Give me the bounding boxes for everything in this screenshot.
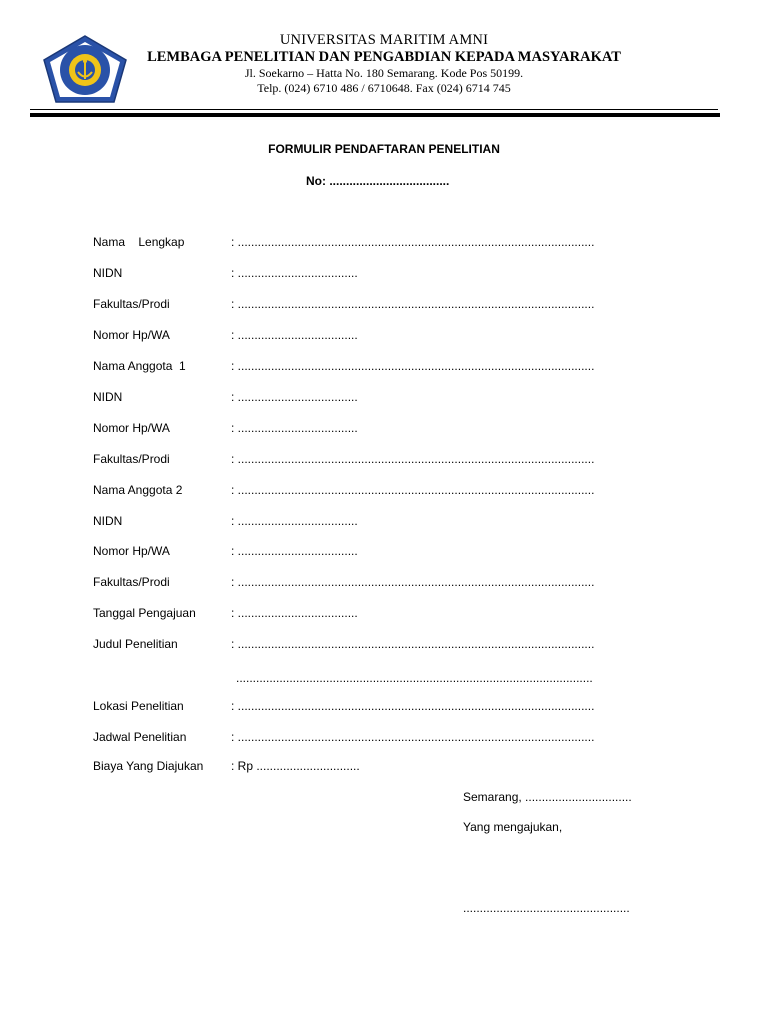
field-value[interactable]: : ...........................................................................................................: [231, 297, 595, 311]
field-label: Biaya Yang Diajukan: [93, 759, 204, 773]
field-value[interactable]: : ...........................................................................................................: [231, 575, 595, 589]
field-label: NIDN: [93, 390, 123, 404]
field-label: Nama Anggota 2: [93, 483, 183, 497]
field-value[interactable]: : ...........................................................................................................: [231, 452, 595, 466]
institute-name: LEMBAGA PENELITIAN DAN PENGABDIAN KEPADA MASYARAKAT: [147, 49, 621, 65]
field-value[interactable]: : ....................................: [231, 421, 358, 435]
field-label: Nomor Hp/WA: [93, 328, 170, 342]
header-divider-thick: [30, 113, 720, 117]
field-value[interactable]: : ...........................................................................................................: [231, 235, 595, 249]
header-divider-thin: [30, 109, 718, 110]
form-title: FORMULIR PENDAFTARAN PENELITIAN: [268, 142, 500, 156]
institute-address: Jl. Soekarno – Hatta No. 180 Semarang. Kode Pos 50199.: [244, 66, 524, 80]
field-value[interactable]: : ...........................................................................................................: [231, 699, 595, 713]
field-label: Lokasi Penelitian: [93, 699, 184, 713]
field-value[interactable]: : ...........................................................................................................: [231, 730, 595, 744]
signature-role: Yang mengajukan,: [463, 820, 563, 834]
letterhead: [130, 32, 638, 96]
field-label: Nama Anggota 1: [93, 359, 186, 373]
field-label: Nama Lengkap: [93, 235, 185, 249]
form-number: No: ....................................: [306, 174, 450, 188]
field-label: Nomor Hp/WA: [93, 544, 170, 558]
field-value[interactable]: : ....................................: [231, 544, 358, 558]
field-value[interactable]: : ...........................................................................................................: [231, 637, 595, 651]
field-label: Tanggal Pengajuan: [93, 606, 196, 620]
field-label: Fakultas/Prodi: [93, 575, 170, 589]
field-value[interactable]: : ....................................: [231, 514, 358, 528]
signature-place-date[interactable]: Semarang, ................................: [463, 790, 632, 804]
field-value[interactable]: : ....................................: [231, 606, 358, 620]
field-label: NIDN: [93, 514, 123, 528]
field-value[interactable]: : Rp ...............................: [231, 759, 360, 773]
field-value[interactable]: : ....................................: [231, 328, 358, 342]
institute-phone: Telp. (024) 6710 486 / 6710648. Fax (024) 6714 745: [257, 81, 511, 95]
field-value[interactable]: : ....................................: [231, 390, 358, 404]
field-label: Fakultas/Prodi: [93, 452, 170, 466]
field-label: Fakultas/Prodi: [93, 297, 170, 311]
field-value[interactable]: : ...........................................................................................................: [231, 483, 595, 497]
field-label: Nomor Hp/WA: [93, 421, 170, 435]
field-value[interactable]: : ...........................................................................................................: [231, 359, 595, 373]
signature-line[interactable]: ..................................................: [463, 901, 630, 915]
field-label: NIDN: [93, 266, 123, 280]
field-value[interactable]: : ....................................: [231, 266, 358, 280]
university-name: UNIVERSITAS MARITIM AMNI: [279, 32, 489, 48]
field-label: Judul Penelitian: [93, 637, 178, 651]
field-label: Jadwal Penelitian: [93, 730, 187, 744]
title-continuation-line[interactable]: ...........................................................................................................: [236, 671, 593, 685]
university-logo: [42, 34, 128, 104]
